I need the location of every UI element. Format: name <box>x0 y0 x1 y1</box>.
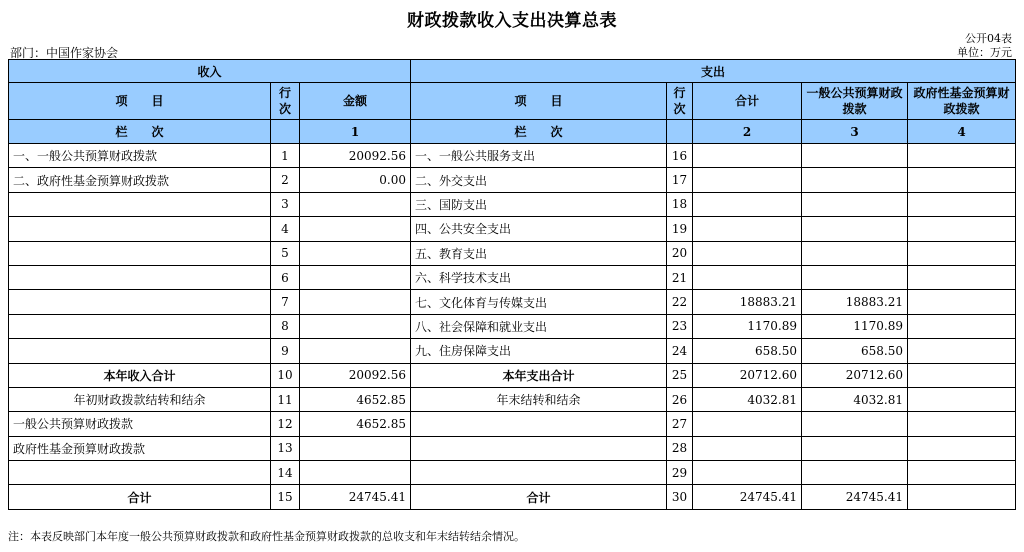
table-row <box>9 290 1016 314</box>
income-amount-cell <box>300 217 411 241</box>
income-amount-cell <box>300 290 411 314</box>
income-row-no-cell: 15 <box>271 485 300 509</box>
expense-col-4: 4 <box>908 120 1016 144</box>
table-row <box>9 436 1016 460</box>
expense-fund-cell <box>908 485 1016 509</box>
income-item-cell: 二、政府性基金预算财政拨款 <box>9 168 271 192</box>
expense-general-cell: 658.50 <box>802 339 908 363</box>
expense-row-no-cell: 16 <box>667 144 693 168</box>
expense-item-header: 项 目 <box>411 83 667 120</box>
income-amount-cell: 24745.41 <box>300 485 411 509</box>
expense-row-no-cell: 28 <box>667 436 693 460</box>
expense-fund-cell <box>908 192 1016 216</box>
expense-fund-cell <box>908 290 1016 314</box>
expense-fund-cell <box>908 314 1016 338</box>
income-row-no-header: 行次 <box>271 83 300 120</box>
income-row-no-cell: 11 <box>271 387 300 411</box>
expense-row-no-cell: 19 <box>667 217 693 241</box>
expense-total-cell: 18883.21 <box>693 290 802 314</box>
income-row-no-cell: 14 <box>271 461 300 485</box>
income-item-cell <box>9 339 271 363</box>
expense-fund-cell <box>908 461 1016 485</box>
income-amount-cell: 4652.85 <box>300 412 411 436</box>
income-amount-cell <box>300 436 411 460</box>
income-item-cell <box>9 314 271 338</box>
table-row <box>9 485 1016 509</box>
income-column-label: 栏 次 <box>9 120 271 144</box>
expense-item-cell: 六、科学技术支出 <box>411 265 667 289</box>
expense-total-cell: 658.50 <box>693 339 802 363</box>
income-section-header: 收入 <box>9 60 411 83</box>
expense-fund-cell <box>908 217 1016 241</box>
expense-row-no-cell: 29 <box>667 461 693 485</box>
expense-item-cell: 四、公共安全支出 <box>411 217 667 241</box>
income-item-cell: 本年收入合计 <box>9 363 271 387</box>
table-row <box>9 192 1016 216</box>
table-row <box>9 241 1016 265</box>
income-item-cell: 年初财政拨款结转和结余 <box>9 387 271 411</box>
expense-fund-header: 政府性基金预算财政拨款 <box>908 83 1016 120</box>
table-row <box>9 339 1016 363</box>
expense-row-no-cell: 17 <box>667 168 693 192</box>
income-item-cell: 合计 <box>9 485 271 509</box>
income-amount-cell <box>300 192 411 216</box>
expense-total-cell: 4032.81 <box>693 387 802 411</box>
expense-row-no-cell: 21 <box>667 265 693 289</box>
expense-item-cell: 五、教育支出 <box>411 241 667 265</box>
expense-total-cell <box>693 265 802 289</box>
expense-item-cell <box>411 436 667 460</box>
table-row <box>9 314 1016 338</box>
income-row-no-cell: 2 <box>271 168 300 192</box>
expense-general-header: 一般公共预算财政拨款 <box>802 83 908 120</box>
income-amount-cell <box>300 339 411 363</box>
budget-table <box>8 59 1016 510</box>
table-row <box>9 144 1016 168</box>
income-row-no-cell: 8 <box>271 314 300 338</box>
income-row-no-cell: 1 <box>271 144 300 168</box>
expense-column-label: 栏 次 <box>411 120 667 144</box>
table-row <box>9 217 1016 241</box>
table-row <box>9 461 1016 485</box>
expense-item-cell <box>411 461 667 485</box>
expense-general-cell: 1170.89 <box>802 314 908 338</box>
income-row-no-cell: 6 <box>271 265 300 289</box>
expense-general-cell: 18883.21 <box>802 290 908 314</box>
expense-general-cell: 20712.60 <box>802 363 908 387</box>
income-row-no-cell: 5 <box>271 241 300 265</box>
expense-total-cell: 24745.41 <box>693 485 802 509</box>
income-row-no-cell: 7 <box>271 290 300 314</box>
expense-total-cell <box>693 436 802 460</box>
expense-general-cell <box>802 192 908 216</box>
unit-label: 单位：万元 <box>957 46 1012 59</box>
expense-col-3: 3 <box>802 120 908 144</box>
expense-general-cell <box>802 461 908 485</box>
expense-item-cell: 七、文化体育与传媒支出 <box>411 290 667 314</box>
expense-row-no-cell: 18 <box>667 192 693 216</box>
column-header-row <box>9 83 1016 120</box>
income-amount-cell: 0.00 <box>300 168 411 192</box>
income-amount-header: 金额 <box>300 83 411 120</box>
expense-total-header: 合计 <box>693 83 802 120</box>
expense-item-cell: 八、社会保障和就业支出 <box>411 314 667 338</box>
expense-general-cell <box>802 168 908 192</box>
income-row-no-cell: 4 <box>271 217 300 241</box>
expense-row-no-cell: 22 <box>667 290 693 314</box>
income-row-no-cell: 12 <box>271 412 300 436</box>
expense-general-cell <box>802 144 908 168</box>
footnote: 注：本表反映部门本年度一般公共预算财政拨款和政府性基金预算财政拨款的总收支和年末结转结余情况。 <box>8 530 525 543</box>
expense-total-cell: 20712.60 <box>693 363 802 387</box>
table-row <box>9 363 1016 387</box>
income-item-cell <box>9 290 271 314</box>
expense-row-no-cell: 24 <box>667 339 693 363</box>
expense-item-cell: 二、外交支出 <box>411 168 667 192</box>
income-row-no-cell: 9 <box>271 339 300 363</box>
expense-fund-cell <box>908 412 1016 436</box>
income-amount-cell <box>300 461 411 485</box>
expense-fund-cell <box>908 436 1016 460</box>
expense-fund-cell <box>908 363 1016 387</box>
expense-general-cell: 4032.81 <box>802 387 908 411</box>
income-item-cell <box>9 461 271 485</box>
expense-total-cell <box>693 461 802 485</box>
expense-total-cell <box>693 217 802 241</box>
income-amount-cell: 4652.85 <box>300 387 411 411</box>
expense-total-cell <box>693 168 802 192</box>
expense-item-cell: 年末结转和结余 <box>411 387 667 411</box>
income-amount-cell <box>300 265 411 289</box>
expense-fund-cell <box>908 241 1016 265</box>
income-item-cell <box>9 192 271 216</box>
expense-fund-cell <box>908 265 1016 289</box>
income-amount-cell: 20092.56 <box>300 144 411 168</box>
expense-row-no-cell: 27 <box>667 412 693 436</box>
income-item-cell <box>9 241 271 265</box>
department-label: 部门：中国作家协会 <box>10 46 119 60</box>
column-index-row <box>9 120 1016 144</box>
income-item-cell: 一、一般公共预算财政拨款 <box>9 144 271 168</box>
expense-total-cell <box>693 144 802 168</box>
expense-row-no-cell: 26 <box>667 387 693 411</box>
table-row <box>9 387 1016 411</box>
expense-general-cell <box>802 265 908 289</box>
expense-row-no-cell: 20 <box>667 241 693 265</box>
expense-total-cell <box>693 241 802 265</box>
expense-row-no-cell: 30 <box>667 485 693 509</box>
expense-item-cell: 九、住房保障支出 <box>411 339 667 363</box>
expense-item-cell: 本年支出合计 <box>411 363 667 387</box>
expense-fund-cell <box>908 168 1016 192</box>
table-row <box>9 168 1016 192</box>
income-item-header: 项 目 <box>9 83 271 120</box>
expense-item-cell <box>411 412 667 436</box>
expense-row-no-cell: 23 <box>667 314 693 338</box>
expense-item-cell: 合计 <box>411 485 667 509</box>
income-item-cell <box>9 265 271 289</box>
income-amount-cell <box>300 241 411 265</box>
expense-total-cell <box>693 192 802 216</box>
section-header-row <box>9 60 1016 83</box>
expense-general-cell: 24745.41 <box>802 485 908 509</box>
expense-general-cell <box>802 412 908 436</box>
expense-total-cell: 1170.89 <box>693 314 802 338</box>
expense-row-no-cell: 25 <box>667 363 693 387</box>
expense-row-no-index <box>667 120 693 144</box>
form-number: 公开04表 <box>965 32 1012 45</box>
expense-fund-cell <box>908 339 1016 363</box>
expense-item-cell: 一、一般公共服务支出 <box>411 144 667 168</box>
report-title: 财政拨款收入支出决算总表 <box>407 11 617 31</box>
expense-total-cell <box>693 412 802 436</box>
expense-col-2: 2 <box>693 120 802 144</box>
expense-general-cell <box>802 241 908 265</box>
income-amount-cell: 20092.56 <box>300 363 411 387</box>
income-row-no-cell: 10 <box>271 363 300 387</box>
income-item-cell: 一般公共预算财政拨款 <box>9 412 271 436</box>
income-item-cell: 政府性基金预算财政拨款 <box>9 436 271 460</box>
income-row-no-cell: 13 <box>271 436 300 460</box>
expense-item-cell: 三、国防支出 <box>411 192 667 216</box>
table-row <box>9 412 1016 436</box>
expense-general-cell <box>802 436 908 460</box>
expense-general-cell <box>802 217 908 241</box>
expense-section-header: 支出 <box>411 60 1016 83</box>
expense-fund-cell <box>908 387 1016 411</box>
table-row <box>9 265 1016 289</box>
income-amount-cell <box>300 314 411 338</box>
expense-fund-cell <box>908 144 1016 168</box>
income-row-no-index <box>271 120 300 144</box>
income-item-cell <box>9 217 271 241</box>
income-row-no-cell: 3 <box>271 192 300 216</box>
income-col-1: 1 <box>300 120 411 144</box>
expense-row-no-header: 行次 <box>667 83 693 120</box>
